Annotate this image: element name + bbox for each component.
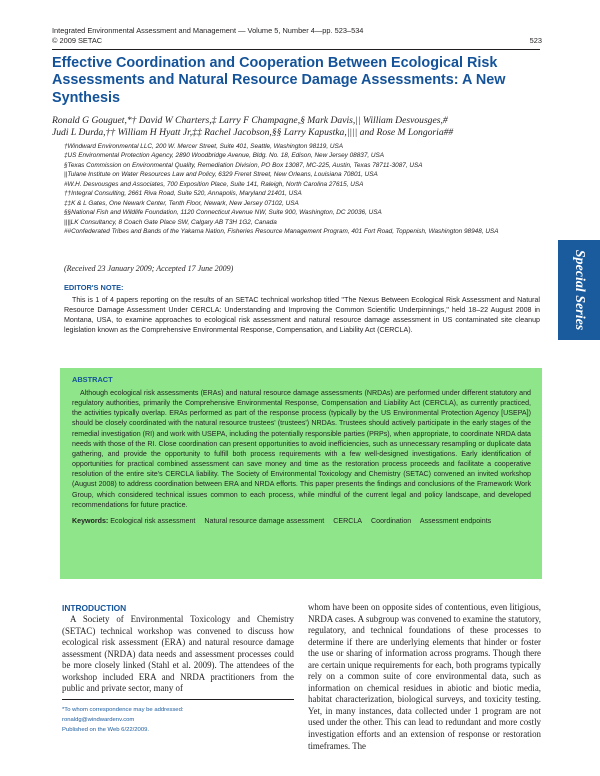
running-header bbox=[52, 26, 542, 46]
keyword: Coordination bbox=[371, 516, 412, 525]
author-line: Judi L Durda,†† William H Hyatt Jr,‡‡ Rachel Jacobson,§§ Larry Kapustka,|||| and Rose M Longoria## bbox=[52, 127, 454, 139]
author-list bbox=[52, 115, 542, 140]
keywords bbox=[72, 516, 531, 526]
abstract-text: Although ecological risk assessments (ERAs) and natural resource damage assessments (NRDAs) are performed under different statutory and regulatory authorities, primarily the Comprehensive Environmental Response, Compensation and Liability Act (CERCLA), as currently practiced, the activities typically overlap. ERAs performed as part of the response process (typically by the US Environmental Protection Agency [USEPA]) should be closely coordinated with the natural resource trustees' (trustees') NRDAs. Trustees should actively participate in the early stages of the remedial investigation (RI) and work with USEPA, including the potentially responsible parties (PRPs), when appropriate, to coordinate NRDA data needs with those of the RI. Close coordination can present opportunities to avoid inefficiencies, such as unnecessary resampling or duplicate data gathering, and provide the opportunity to fulfill both process requirements with a few well-designed investigations. Early identification of opportunities for practical combined assessment can save money and time as the restoration process proceeds and facilitate a cooperative resolution of the entire site's CERCLA liability. The Society of Environmental Toxicology and Chemistry (SETAC) convened an invited workshop (August 2008) to address coordination between ERA and NRDA efforts. This paper presents the findings and conclusions of the Framework Work Group, which considered technical issues common to each process, while mindful of the current legal and policy landscape, and developed recommendations for future practice. bbox=[72, 389, 531, 509]
introduction-heading: INTRODUCTION bbox=[62, 603, 127, 613]
affiliation: #W.H. Desvousges and Associates, 700 Exposition Place, Suite 141, Raleigh, North Carolina 27615, USA bbox=[64, 180, 364, 188]
header-rule bbox=[52, 49, 540, 50]
editors-note-text: This is 1 of 4 papers reporting on the results of an SETAC technical workshop titled ''The Nexus Between Ecological Risk Assessment and Natural Resource Damage Assessment Under CERCLA: Understanding and Improving the Common Scientific Underpinnings,'' held 18–22 August 2008 in Montana, USA, to examine approaches to ecological risk assessment and natural resource damage assessment in US contaminated site cleanup legislation known as the Comprehensive Environmental Response, Compensation, and Liability Act (CERCLA). bbox=[64, 296, 540, 335]
keyword: Assessment endpoints bbox=[419, 516, 492, 525]
journal-line: Integrated Environmental Assessment and Management — Volume 5, Number 4—pp. 523–534 bbox=[52, 26, 364, 35]
published-date: Published on the Web 6/22/2009. bbox=[62, 727, 150, 733]
page-number: 523 bbox=[529, 36, 542, 45]
affiliation: ††Integral Consulting, 2661 Riva Road, Suite 520, Annapolis, Maryland 21401, USA bbox=[64, 190, 302, 198]
correspondence-note: *To whom correspondence may be addressed: bbox=[62, 707, 184, 713]
introduction-left-column: A Society of Environmental Toxicology and Chemistry (SETAC) technical workshop was convened to discuss how ecological risk assessment (ERA) and natural resource damage assessment (NRDA) data needs and assessment processes could be more closely linked (Stahl et al. 2009). The attendees of the workshop included ERA and NRDA practitioners from the public and private sector, many of bbox=[62, 614, 294, 694]
keyword: CERCLA bbox=[333, 516, 363, 525]
abstract-heading: ABSTRACT bbox=[72, 375, 113, 384]
keyword: Natural resource damage assessment bbox=[204, 516, 325, 525]
affiliation: †Windward Environmental LLC, 200 W. Mercer Street, Suite 401, Seattle, Washington 98119, USA bbox=[64, 143, 344, 150]
special-series-label: Special Series bbox=[572, 249, 587, 331]
affiliation: ‡US Environmental Protection Agency, 2890 Woodbridge Avenue, Bldg. No. 18, Edison, New Jersey 08837, USA bbox=[64, 152, 385, 160]
received-date: (Received 23 January 2009; Accepted 17 June 2009) bbox=[64, 264, 234, 273]
special-series-tab bbox=[558, 240, 600, 340]
article-title: Effective Coordination and Cooperation Between Ecological Risk Assessments and Natural Resource Damage Assessments: A New Synthesis bbox=[52, 55, 506, 106]
affiliation-list bbox=[64, 142, 534, 237]
correspondence-email[interactable]: ronaldg@windwardenv.com bbox=[62, 717, 135, 723]
copyright: © 2009 SETAC bbox=[52, 36, 103, 45]
footnote bbox=[62, 699, 294, 735]
affiliation: ‡‡K & L Gates, One Newark Center, Tenth Floor, Newark, New Jersey 07102, USA bbox=[64, 199, 299, 207]
abstract-box bbox=[60, 368, 542, 579]
affiliation: §Texas Commission on Environmental Quality, Remediation Division, PO Box 13087, MC-225, Austin, Texas 78711-3087, USA bbox=[64, 161, 423, 169]
introduction-right-column: whom have been on opposite sides of contentious, even litigious, NRDA cases. A subgroup was convened to examine the statutory, regulatory, and technical foundations of these processes to determine if there are underlying elements that hinder or foster the use or sharing of information across programs. Though there are certain unique requirements for each, both programs typically rely on a common suite of core environmental data, such as information on chemical residues in abiotic and biotic media, habitat characterization, biological surveys, and toxicity testing. Yet, in many instances, data collected under 1 program are not used under the other. This can lead to redundant and more costly investigation efforts and an extension of response or restoration timeframes. The bbox=[308, 602, 541, 751]
affiliation: ||||LK Consultancy, 8 Coach Gate Place SW, Calgary AB T3H 1G2, Canada bbox=[64, 218, 277, 226]
keywords-label: Keywords: bbox=[72, 516, 109, 525]
editors-note-heading: EDITOR'S NOTE: bbox=[64, 283, 124, 292]
affiliation: §§National Fish and Wildlife Foundation, 1120 Connecticut Avenue NW, Suite 900, Washington, DC 20036, USA bbox=[64, 209, 382, 217]
keyword: Ecological risk assessment bbox=[110, 516, 196, 525]
affiliation: ||Tulane Institute on Water Resources Law and Policy, 6329 Freret Street, New Orleans, Louisiana 70801, USA bbox=[64, 171, 378, 179]
author-line: Ronald G Gouguet,*† David W Charters,‡ Larry F Champagne,§ Mark Davis,|| William Desvousges,# bbox=[52, 115, 448, 126]
affiliation: ##Confederated Tribes and Bands of the Yakama Nation, Fisheries Resource Management Program, 401 Fort Road, Toppenish, Washington 98948, USA bbox=[64, 228, 499, 236]
